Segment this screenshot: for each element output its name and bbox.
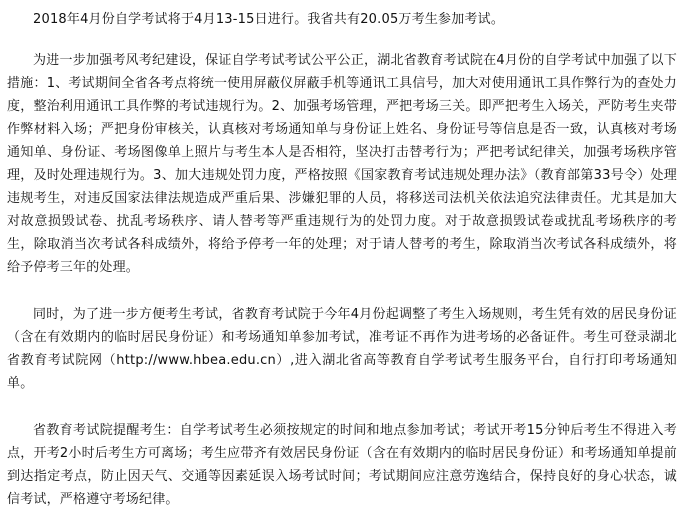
paragraph-exam-measures: 为进一步加强考风考纪建设，保证自学考试考试公平公正，湖北省教育考试院在4月份的自学考试中加强了以下措施：1、考试期间全省各考点将统一使用屏蔽仪屏蔽手机等通讯工具信号，加大对使用通讯工具作弊行为的查处力度，整治利用通讯工具作弊的考试违规行为。2、加强考场管理，严把考场三关。即严把考生入场关，严防考生夹带作弊材料入场；严把身份审核关，认真核对考场通知单与身份证上姓名、身份证号等信息是否一致，认真核对考场通知单、身份证、考场图像单上照片与考生本人是否相符，坚决打击替考行为；严把考试纪律关，加强考场秩序管理，及时处理违规行为。3、加大违规处罚力度，严格按照《国家教育考试违规处理办法》（教育部第33号令）处理违规考生，对违反国家法律法规造成严重后果、涉嫌犯罪的人员，将移送司法机关依法追究法律责任。尤其是加大对故意损毁试卷、扰乱考场秩序、请人替考等严重违规行为的处罚力度。对于故意损毁试卷或扰乱考场秩序的考生，除取消当次考试各科成绩外，将给予停考一年的处理；对于请人替考的考生，除取消当次考试各科成绩外，将给予停考三年的处理。 — [7, 53, 677, 275]
paragraph-entry-rules: 同时，为了进一步方便考生考试，省教育考试院于今年4月份起调整了考生入场规则，考生凭有效的居民身份证（含在有效期内的临时居民身份证）和考场通知单参加考试，准考证不再作为进考场的必备证件。考生可登录湖北省教育考试院网（http://www.hbea.edu.cn）,进入湖北省高等教育自学考试考生服务平台，自行打印考场通知单。 — [7, 307, 677, 391]
paragraph-exam-date: 2018年4月份自学考试将于4月13-15日进行。我省共有20.05万考生参加考试。 — [33, 12, 505, 27]
paragraph-candidate-reminder: 省教育考试院提醒考生：自学考试考生必须按规定的时间和地点参加考试；考试开考15分钟后考生不得进入考点，开考2小时后考生方可离场；考生应带齐有效居民身份证（含在有效期内的临时居民身份证）和考场通知单提前到达指定考点，防止因天气、交通等因素延误入场考试时间；考试期间应注意劳逸结合，保持良好的身心状态，诚信考试，严格遵守考场纪律。 — [7, 423, 677, 507]
